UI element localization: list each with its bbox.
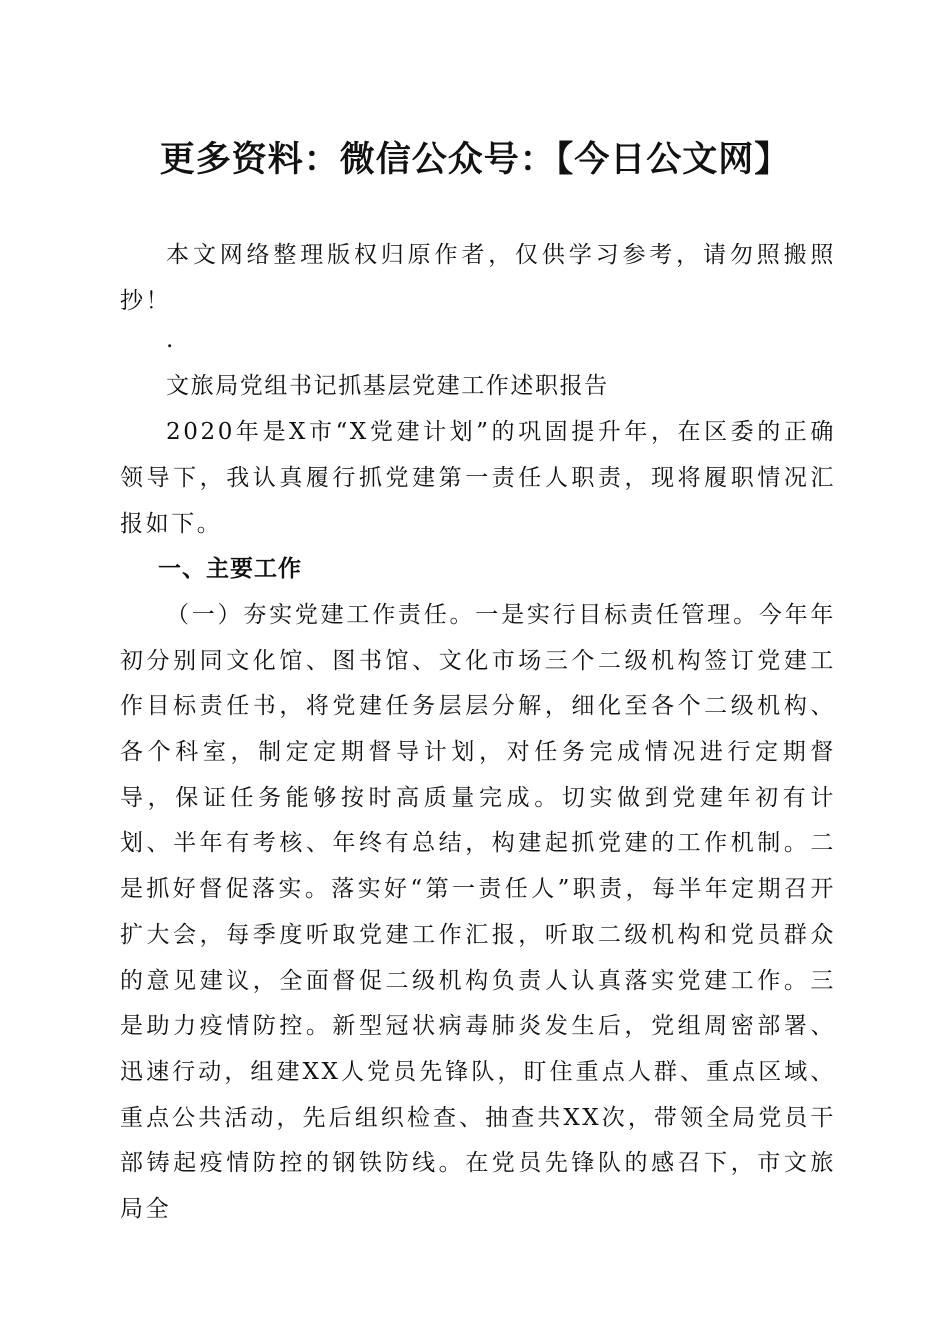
separator-dot: . <box>166 327 176 354</box>
document-body <box>120 233 836 1233</box>
copyright-notice: 本文网络整理版权归原作者，仅供学习参考，请勿照搬照抄！ <box>120 242 836 314</box>
promo-header-title: 更多资料：微信公众号：【今日公文网】 <box>159 139 791 180</box>
section-heading-main-work: 一、主要工作 <box>157 556 302 583</box>
body-paragraph: （一）夯实党建工作责任。一是实行目标责任管理。今年年初分别同文化馆、图书馆、文化市场三个二级机构签订党建工作目标责任书，将党建任务层层分解，细化至各个二级机构、各个科室，制定定期督导计划，对任务完成情况进行定期督导，保证任务能够按时高质量完成。切实做到党建年初有计划、半年有考核、年终有总结，构建起抓党建的工作机制。二是抓好督促落实。落实好“第一责任人”职责，每半年定期召开扩大会，每季度听取党建工作汇报，听取二级机构和党员群众的意见建议，全面督促二级机构负责人认真落实党建工作。三是助力疫情防控。新型冠状病毒肺炎发生后，党组周密部署、迅速行动，组建XX人党员先锋队，盯住重点人群、重点区域、重点公共活动，先后组织检查、抽查共XX次，带领全局党员干部铸起疫情防控的钢铁防线。在党员先锋队的感召下，市文旅局全 <box>120 601 836 1223</box>
intro-paragraph: 2020年是X市“X党建计划”的巩固提升年，在区委的正确领导下，我认真履行抓党建第一责任人职责，现将履职情况汇报如下。 <box>120 419 836 537</box>
document-title: 文旅局党组书记抓基层党建工作述职报告 <box>166 373 609 400</box>
